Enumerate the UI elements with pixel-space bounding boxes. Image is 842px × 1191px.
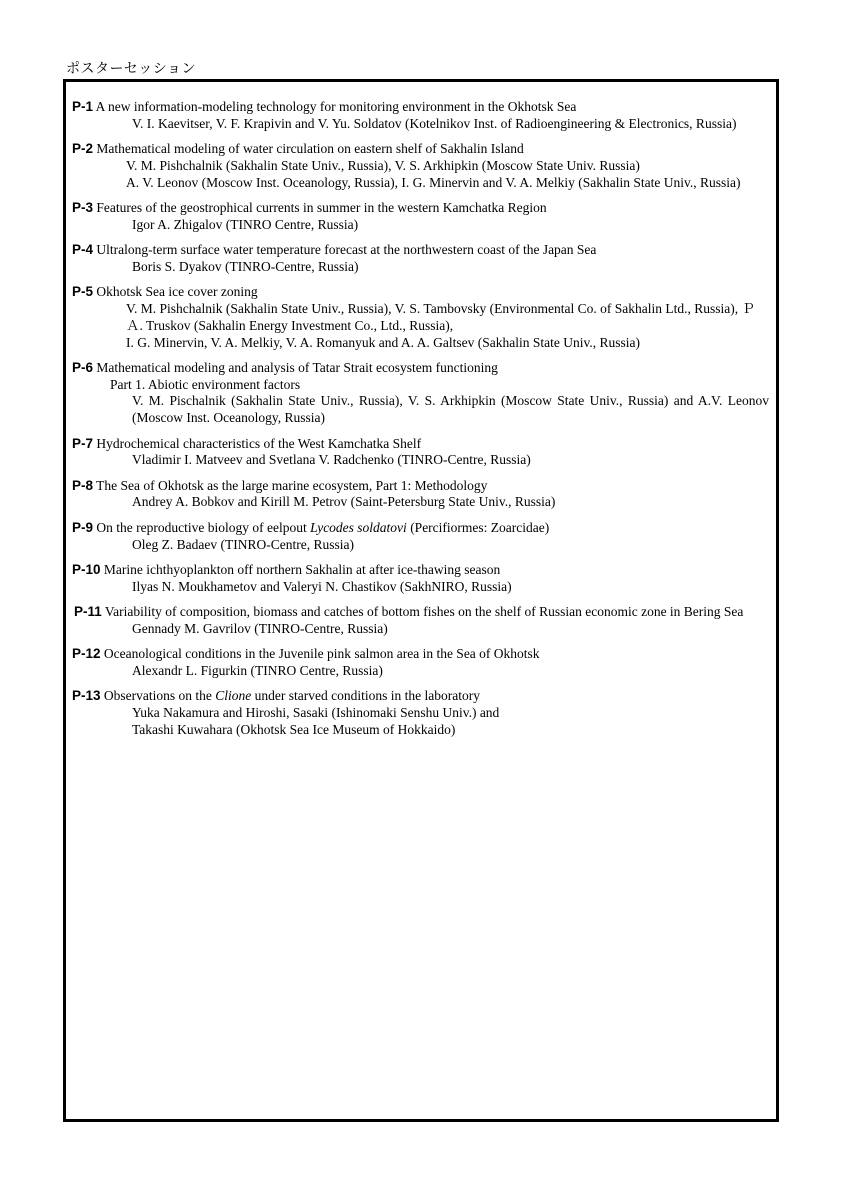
poster-id: P-2	[72, 141, 94, 157]
poster-entry-p6	[70, 360, 769, 427]
poster-authors: Alexandr L. Figurkin (TINRO Centre, Russia)	[132, 662, 383, 678]
poster-entry-p9	[70, 520, 769, 554]
poster-id: P-13	[72, 688, 101, 704]
poster-entry-p1	[70, 99, 769, 133]
poster-entry-p2	[70, 141, 769, 191]
poster-id: P-4	[72, 242, 94, 258]
poster-title-line	[70, 99, 769, 116]
poster-entry-p4	[70, 242, 769, 276]
poster-authors: V. M. Pishchalnik (Sakhalin State Univ., Russia), V. S. Tambovsky (Environmental Co. of Sakhalin Ltd., Russia), ＰＡ. Truskov (Sakhalin Energy Investment Co., Ltd., Russia),	[126, 300, 756, 333]
poster-title-line	[70, 200, 769, 217]
poster-entry-p12	[70, 646, 769, 680]
poster-id: P-3	[72, 199, 94, 215]
poster-title: The Sea of Okhotsk as the large marine ecosystem, Part 1: Methodology	[96, 477, 488, 493]
poster-entry-p8	[70, 478, 769, 512]
poster-entry-p3	[70, 200, 769, 234]
poster-title-suffix: (Percifiormes: Zoarcidae)	[406, 519, 550, 535]
poster-title-line	[70, 520, 769, 537]
poster-authors: A. V. Leonov (Moscow Inst. Oceanology, Russia), I. G. Minervin and V. A. Melkiy (Sakhalin State Univ., Russia)	[126, 174, 741, 190]
poster-entry-p11	[70, 604, 769, 638]
poster-id: P-7	[72, 435, 94, 451]
poster-title: Variability of composition, biomass and catches of bottom fishes on the shelf of Russian economic zone in Bering Sea	[104, 603, 744, 619]
poster-id: P-6	[72, 359, 94, 375]
poster-id: P-1	[72, 99, 94, 114]
poster-title-line	[70, 360, 769, 377]
poster-id: P-9	[72, 519, 94, 535]
poster-id: P-5	[72, 284, 94, 300]
poster-authors: V. M. Pischalnik (Sakhalin State Univ., Russia), V. S. Arkhipkin (Moscow State Univ., Russia) and A.V. Leonov (Moscow Inst. Oceanology, Russia)	[132, 393, 769, 426]
poster-title-line	[70, 436, 769, 453]
poster-subtitle: Part 1. Abiotic environment factors	[110, 376, 301, 392]
poster-title: Okhotsk Sea ice cover zoning	[96, 284, 258, 300]
poster-title: Marine ichthyoplankton off northern Sakhalin at after ice-thawing season	[103, 561, 501, 577]
poster-entry-p7	[70, 436, 769, 470]
poster-authors: Boris S. Dyakov (TINRO-Centre, Russia)	[132, 258, 359, 274]
poster-title: On the reproductive biology of eelpout	[96, 519, 311, 535]
poster-id: P-12	[72, 646, 101, 662]
species-name: Clione	[215, 688, 252, 704]
poster-authors: Yuka Nakamura and Hiroshi, Sasaki (Ishinomaki Senshu Univ.) and	[132, 704, 500, 720]
poster-title: Oceanological conditions in the Juvenile pink salmon area in the Sea of Okhotsk	[103, 646, 540, 662]
poster-authors: Gennady M. Gavrilov (TINRO-Centre, Russia)	[132, 620, 388, 636]
poster-title: Mathematical modeling of water circulation on eastern shelf of Sakhalin Island	[96, 141, 524, 157]
poster-title: Ultralong-term surface water temperature forecast at the northwestern coast of the Japan Sea	[96, 242, 597, 258]
poster-entry-p5	[70, 284, 769, 351]
poster-title: Mathematical modeling and analysis of Tatar Strait ecosystem functioning	[96, 359, 498, 375]
poster-title: Hydrochemical characteristics of the West Kamchatka Shelf	[96, 435, 422, 451]
poster-title-line	[70, 562, 769, 579]
poster-title-line	[70, 604, 769, 621]
poster-authors: I. G. Minervin, V. A. Melkiy, V. A. Romanyuk and A. A. Galtsev (Sakhalin State Univ., Russia)	[126, 334, 640, 350]
poster-authors: Vladimir I. Matveev and Svetlana V. Radchenko (TINRO-Centre, Russia)	[132, 452, 531, 468]
poster-authors: Oleg Z. Badaev (TINRO-Centre, Russia)	[132, 536, 354, 552]
poster-title-line	[70, 688, 769, 705]
species-name: Lycodes soldatovi	[310, 519, 407, 535]
section-heading: ポスターセッション	[66, 61, 196, 77]
poster-title-line	[70, 646, 769, 663]
poster-list	[70, 99, 769, 747]
poster-authors: Igor A. Zhigalov (TINRO Centre, Russia)	[132, 216, 359, 232]
poster-title-line	[70, 284, 769, 301]
poster-authors: V. M. Pishchalnik (Sakhalin State Univ., Russia), V. S. Arkhipkin (Moscow State Univ. Russia)	[126, 157, 640, 173]
poster-title-line	[70, 242, 769, 259]
poster-authors: Takashi Kuwahara (Okhotsk Sea Ice Museum of Hokkaido)	[132, 721, 456, 737]
poster-title: A new information-modeling technology for monitoring environment in the Okhotsk Sea	[95, 99, 577, 114]
poster-title-suffix: under starved conditions in the laboratory	[251, 688, 480, 704]
poster-title-line	[70, 478, 769, 495]
poster-title: Observations on the	[103, 688, 216, 704]
poster-authors: V. I. Kaevitser, V. F. Krapivin and V. Yu. Soldatov (Kotelnikov Inst. of Radioengineering & Electronics, Russia)	[132, 115, 737, 131]
poster-id: P-11	[74, 603, 102, 619]
poster-entry-p13	[70, 688, 769, 738]
poster-id: P-10	[72, 561, 101, 577]
poster-authors: Ilyas N. Moukhametov and Valeryi N. Chastikov (SakhNIRO, Russia)	[132, 578, 512, 594]
poster-authors: Andrey A. Bobkov and Kirill M. Petrov (Saint-Petersburg State Univ., Russia)	[132, 494, 556, 510]
poster-id: P-8	[72, 477, 94, 493]
poster-title-line	[70, 141, 769, 158]
poster-title: Features of the geostrophical currents in summer in the western Kamchatka Region	[96, 199, 547, 215]
poster-entry-p10	[70, 562, 769, 596]
